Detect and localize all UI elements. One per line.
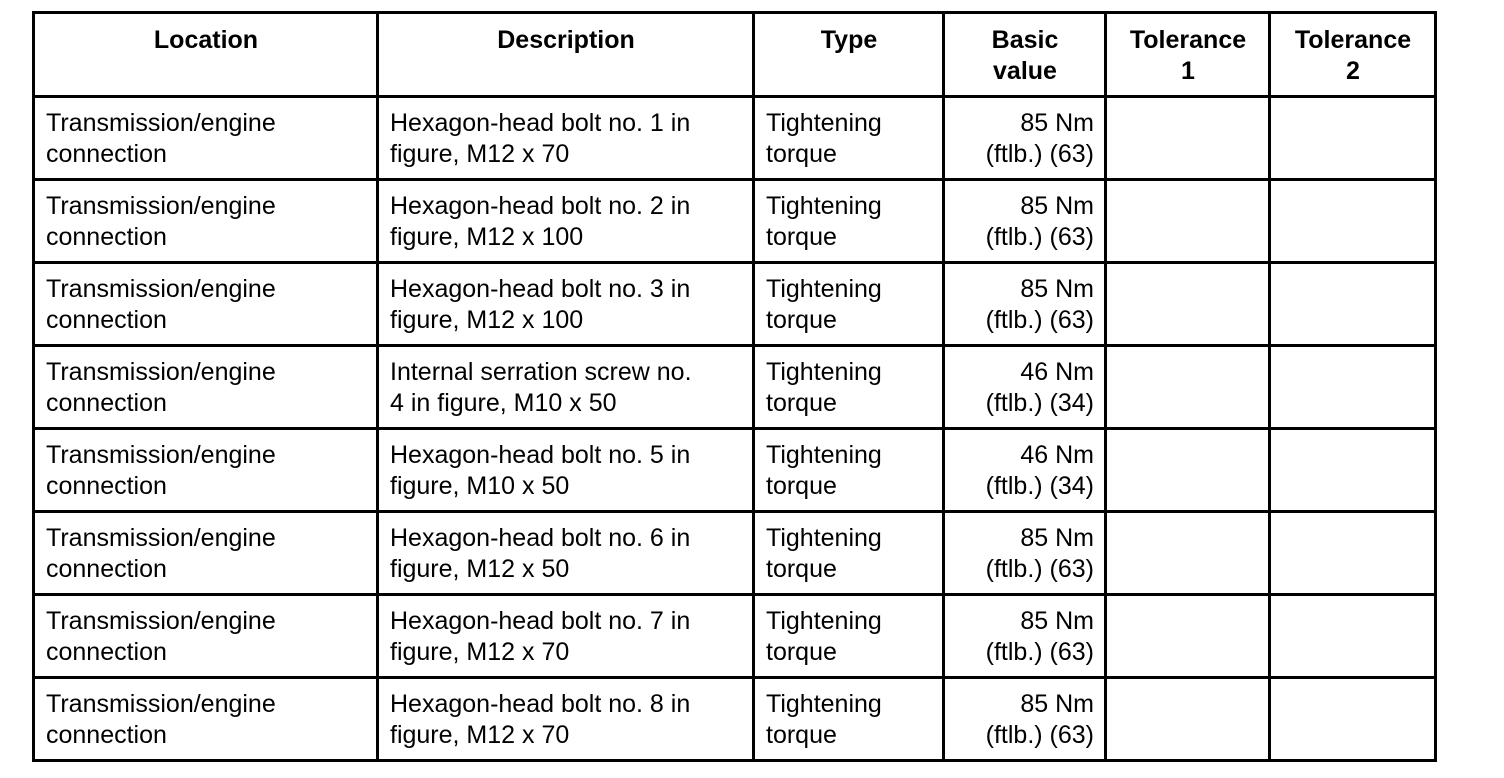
cell-location-text: Transmission/engine [46, 441, 276, 469]
cell-tolerance-1 [1106, 595, 1270, 678]
cell-type-text: Tightening [766, 690, 882, 718]
cell-tolerance-1 [1106, 512, 1270, 595]
cell-type [754, 429, 944, 512]
table-row [34, 512, 1436, 595]
cell-tolerance-2 [1270, 678, 1436, 761]
cell-basic-value [944, 595, 1106, 678]
header-label: Description [497, 26, 635, 54]
cell-basic-value-text: 46 Nm [1020, 441, 1094, 469]
cell-location [34, 97, 378, 180]
cell-location-text: connection [46, 472, 167, 500]
cell-location [34, 346, 378, 429]
cell-tolerance-1 [1106, 263, 1270, 346]
cell-description [378, 97, 754, 180]
cell-tolerance-2 [1270, 180, 1436, 263]
cell-location-text: connection [46, 306, 167, 334]
header-description [378, 13, 754, 97]
header-label: Basic [991, 26, 1059, 54]
cell-location-text: connection [46, 721, 167, 749]
cell-tolerance-2 [1270, 512, 1436, 595]
cell-location [34, 263, 378, 346]
cell-description-text: Hexagon-head bolt no. 5 in [390, 441, 691, 469]
cell-type-text: torque [766, 472, 837, 500]
cell-type [754, 180, 944, 263]
cell-basic-value [944, 678, 1106, 761]
cell-basic-value-text: 85 Nm [1020, 524, 1094, 552]
table-row [34, 180, 1436, 263]
cell-location-text: connection [46, 140, 167, 168]
cell-description-text: figure, M10 x 50 [390, 472, 570, 500]
cell-type-text: Tightening [766, 441, 882, 469]
cell-tolerance-1 [1106, 678, 1270, 761]
cell-type-text: torque [766, 555, 837, 583]
cell-tolerance-2 [1270, 97, 1436, 180]
cell-basic-value-text: (ftlb.) (63) [985, 555, 1094, 583]
cell-type [754, 346, 944, 429]
cell-description [378, 429, 754, 512]
cell-type-text: torque [766, 223, 837, 251]
cell-basic-value [944, 512, 1106, 595]
cell-description-text: Internal serration screw no. [390, 358, 692, 386]
cell-type-text: Tightening [766, 275, 882, 303]
header-tolerance-1 [1106, 13, 1270, 97]
torque-spec-table [32, 11, 1437, 762]
cell-basic-value-text: 85 Nm [1020, 109, 1094, 137]
cell-basic-value-text: (ftlb.) (34) [985, 389, 1094, 417]
cell-type-text: Tightening [766, 109, 882, 137]
header-row [34, 13, 1436, 97]
cell-basic-value-text: (ftlb.) (63) [985, 306, 1094, 334]
header-label: 2 [1346, 57, 1360, 85]
cell-description-text: Hexagon-head bolt no. 1 in [390, 109, 691, 137]
cell-tolerance-1 [1106, 97, 1270, 180]
cell-description-text: Hexagon-head bolt no. 3 in [390, 275, 691, 303]
cell-basic-value-text: 85 Nm [1020, 607, 1094, 635]
cell-location [34, 512, 378, 595]
cell-type [754, 512, 944, 595]
cell-location-text: Transmission/engine [46, 358, 276, 386]
cell-basic-value-text: (ftlb.) (63) [985, 140, 1094, 168]
cell-basic-value [944, 429, 1106, 512]
cell-type-text: torque [766, 638, 837, 666]
cell-description [378, 346, 754, 429]
cell-location-text: connection [46, 389, 167, 417]
header-label: Type [820, 26, 878, 54]
cell-type-text: Tightening [766, 192, 882, 220]
cell-type [754, 595, 944, 678]
header-location [34, 13, 378, 97]
cell-tolerance-2 [1270, 429, 1436, 512]
cell-basic-value [944, 97, 1106, 180]
cell-basic-value-text: 46 Nm [1020, 358, 1094, 386]
table-row [34, 678, 1436, 761]
table-row [34, 97, 1436, 180]
cell-description-text: Hexagon-head bolt no. 2 in [390, 192, 691, 220]
cell-location [34, 595, 378, 678]
cell-type-text: torque [766, 721, 837, 749]
cell-basic-value-text: 85 Nm [1020, 690, 1094, 718]
cell-basic-value [944, 180, 1106, 263]
cell-basic-value-text: (ftlb.) (63) [985, 721, 1094, 749]
cell-location-text: connection [46, 638, 167, 666]
header-label: 1 [1181, 57, 1195, 85]
cell-basic-value-text: 85 Nm [1020, 275, 1094, 303]
cell-tolerance-1 [1106, 346, 1270, 429]
header-type [754, 13, 944, 97]
cell-basic-value-text: (ftlb.) (63) [985, 223, 1094, 251]
cell-description-text: Hexagon-head bolt no. 6 in [390, 524, 691, 552]
cell-basic-value-text: 85 Nm [1020, 192, 1094, 220]
cell-location-text: Transmission/engine [46, 109, 276, 137]
cell-description-text: figure, M12 x 100 [390, 306, 584, 334]
cell-description [378, 180, 754, 263]
cell-basic-value [944, 263, 1106, 346]
cell-location-text: Transmission/engine [46, 607, 276, 635]
cell-location-text: connection [46, 555, 167, 583]
table-row [34, 429, 1436, 512]
table-row [34, 346, 1436, 429]
cell-description [378, 595, 754, 678]
cell-type [754, 678, 944, 761]
cell-tolerance-1 [1106, 429, 1270, 512]
cell-basic-value-text: (ftlb.) (34) [985, 472, 1094, 500]
table-row [34, 263, 1436, 346]
cell-location-text: Transmission/engine [46, 275, 276, 303]
cell-description [378, 512, 754, 595]
cell-description [378, 263, 754, 346]
cell-location [34, 180, 378, 263]
cell-location-text: connection [46, 223, 167, 251]
cell-description-text: figure, M12 x 70 [390, 140, 570, 168]
table-body [34, 97, 1436, 761]
cell-tolerance-2 [1270, 595, 1436, 678]
cell-tolerance-1 [1106, 180, 1270, 263]
cell-type [754, 263, 944, 346]
cell-description-text: 4 in figure, M10 x 50 [390, 389, 617, 417]
header-tolerance-2 [1270, 13, 1436, 97]
cell-location-text: Transmission/engine [46, 192, 276, 220]
cell-description-text: Hexagon-head bolt no. 8 in [390, 690, 691, 718]
cell-description-text: figure, M12 x 50 [390, 555, 570, 583]
cell-type-text: torque [766, 140, 837, 168]
cell-location-text: Transmission/engine [46, 524, 276, 552]
cell-type-text: torque [766, 306, 837, 334]
header-label: Tolerance [1294, 26, 1412, 54]
cell-tolerance-2 [1270, 346, 1436, 429]
header-label: value [993, 57, 1057, 85]
cell-type-text: torque [766, 389, 837, 417]
cell-tolerance-2 [1270, 263, 1436, 346]
cell-basic-value-text: (ftlb.) (63) [985, 638, 1094, 666]
cell-description-text: figure, M12 x 100 [390, 223, 584, 251]
cell-location-text: Transmission/engine [46, 690, 276, 718]
cell-location [34, 429, 378, 512]
cell-location [34, 678, 378, 761]
cell-basic-value [944, 346, 1106, 429]
cell-description-text: figure, M12 x 70 [390, 721, 570, 749]
cell-type [754, 97, 944, 180]
cell-type-text: Tightening [766, 607, 882, 635]
cell-description-text: Hexagon-head bolt no. 7 in [390, 607, 691, 635]
header-label: Tolerance [1129, 26, 1247, 54]
cell-description-text: figure, M12 x 70 [390, 638, 570, 666]
header-label: Location [153, 26, 259, 54]
cell-description [378, 678, 754, 761]
cell-type-text: Tightening [766, 524, 882, 552]
table-row [34, 595, 1436, 678]
header-basic-value [944, 13, 1106, 97]
cell-type-text: Tightening [766, 358, 882, 386]
